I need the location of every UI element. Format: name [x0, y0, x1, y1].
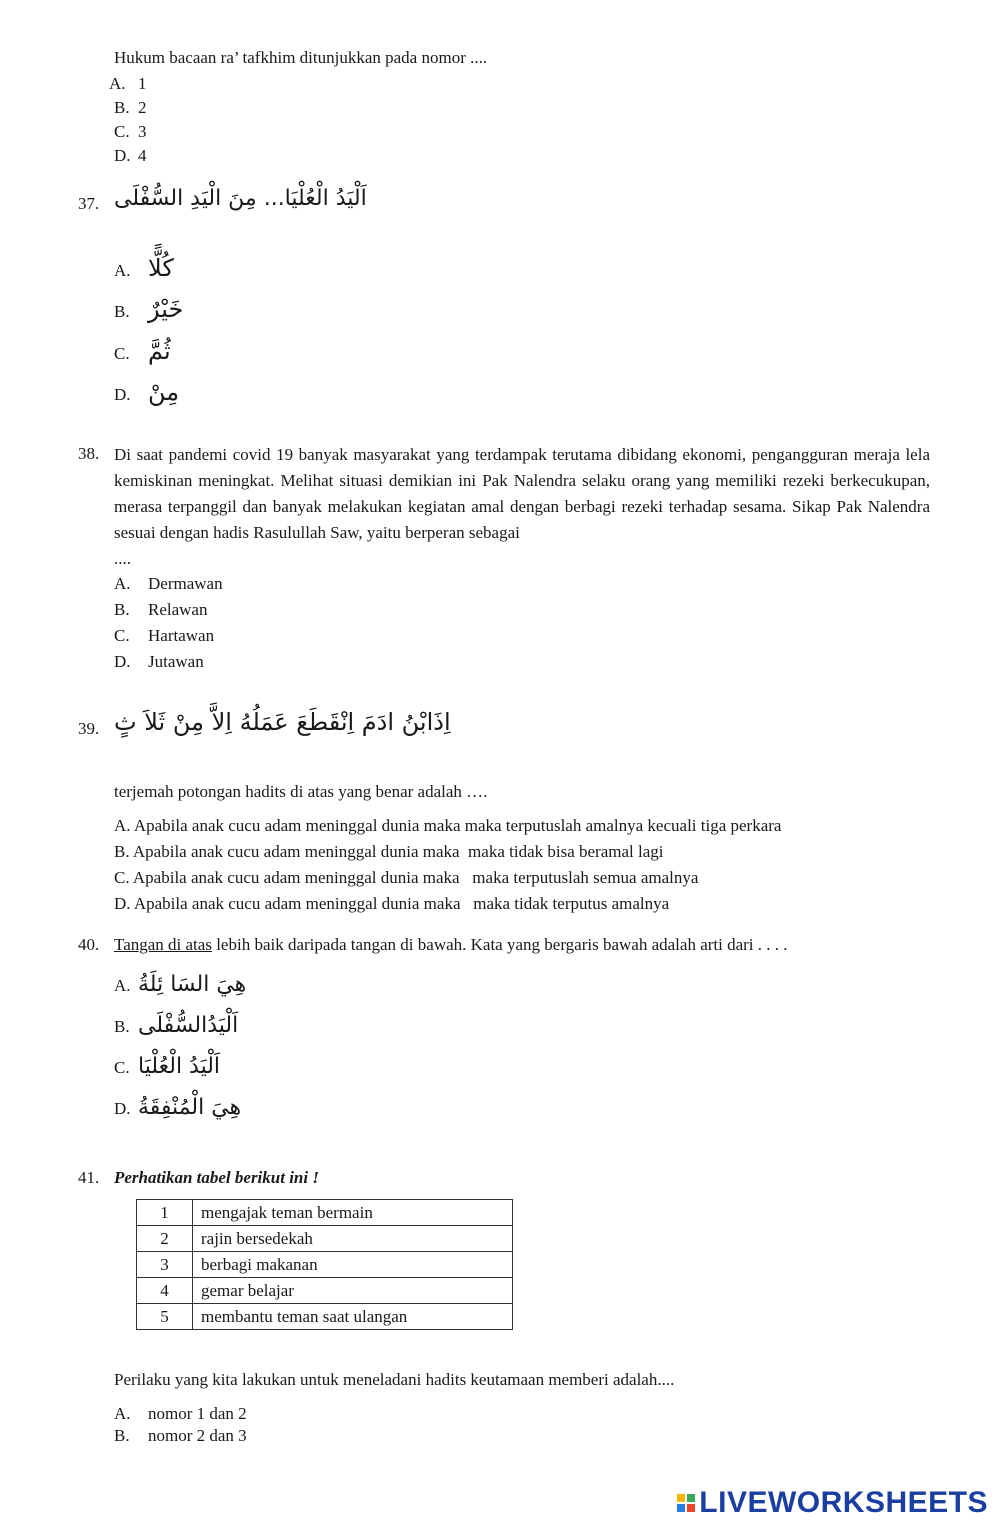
option-text: ثُمَّ [148, 337, 171, 365]
liveworksheets-logo[interactable] [677, 1486, 988, 1520]
option-letter: D. [114, 894, 131, 913]
q37-option-a[interactable] [114, 254, 174, 282]
q40-rest: lebih baik daripada tangan di bawah. Kata yang bergaris bawah adalah arti dari . . . . [211, 935, 788, 954]
q41-option-a[interactable] [114, 1404, 247, 1424]
option-text: 2 [138, 98, 147, 117]
q39-prompt: terjemah potongan hadits di atas yang benar adalah …. [114, 782, 488, 801]
option-text: هِيَ الْمُنْفِقَةُ [138, 1095, 242, 1120]
option-letter: C. [114, 868, 130, 887]
option-letter: A. [114, 816, 131, 835]
q39-option-a[interactable] [114, 816, 781, 836]
option-text: 1 [138, 74, 147, 93]
option-letter: D. [114, 385, 131, 404]
table-row [137, 1226, 513, 1252]
table-cell-text: membantu teman saat ulangan [193, 1304, 513, 1330]
q39-number: 39. [78, 719, 100, 738]
q37-option-d[interactable] [114, 378, 179, 406]
option-letter: A. [114, 261, 131, 280]
option-letter: A. [114, 976, 131, 995]
option-letter: A. [109, 74, 126, 93]
q39-option-b[interactable] [114, 842, 663, 862]
q37-number: 37. [78, 194, 100, 213]
q38-option-d[interactable] [114, 652, 204, 672]
option-letter: B. [114, 302, 130, 321]
q37-arabic: اَلْيَدُ الْعُلْيَا... مِنَ الْيَدِ السُّفْلَى [114, 186, 367, 211]
option-text: كُلًّا [148, 254, 174, 282]
q40-number: 40. [78, 935, 100, 954]
q41-number: 41. [78, 1168, 100, 1187]
table-row [137, 1200, 513, 1226]
option-letter: B. [114, 842, 130, 861]
option-text: Relawan [148, 600, 208, 619]
option-text: Hartawan [148, 626, 215, 645]
option-text: خَيْرٌ [148, 295, 184, 323]
table-cell-number: 2 [137, 1226, 193, 1252]
q38-paragraph: Di saat pandemi covid 19 banyak masyarakat yang terdampak terutama dibidang ekonomi, pengangguran meraja lela kemiskinan meningkat. Melihat situasi demikian ini Pak Nalendra selaku orang yang memiliki rezeki berkecukupan, merasa terpanggil dan banyak melakukan kegiatan amal dengan berbagi rezeki terhadap sesama. Sikap Pak Nalendra sesuai dengan hadis Rasulullah Saw, yaitu berperan sebagai [114, 445, 930, 542]
option-letter: A. [114, 574, 131, 593]
option-letter: A. [114, 1404, 131, 1423]
q38-number: 38. [78, 444, 100, 463]
option-text: 4 [138, 146, 147, 165]
option-letter: D. [114, 1099, 131, 1118]
table-cell-number: 5 [137, 1304, 193, 1330]
q36-option-a[interactable] [109, 74, 147, 94]
option-letter: D. [114, 146, 131, 165]
q37-option-b[interactable] [114, 295, 183, 323]
q38-text [114, 442, 930, 572]
table-cell-number: 3 [137, 1252, 193, 1278]
q41-prompt: Perilaku yang kita lakukan untuk meneladani hadits keutamaan memberi adalah.... [114, 1370, 675, 1389]
option-text: اَلْيَدُالسُّفْلَى [138, 1013, 239, 1038]
table-cell-text: berbagi makanan [193, 1252, 513, 1278]
option-text: مِنْ [148, 378, 180, 406]
option-letter: B. [114, 1017, 130, 1036]
table-cell-number: 4 [137, 1278, 193, 1304]
q38-option-b[interactable] [114, 600, 207, 620]
liveworksheets-logo-icon [677, 1494, 695, 1512]
option-letter: C. [114, 1058, 130, 1077]
option-letter: B. [114, 600, 130, 619]
q41-option-b[interactable] [114, 1426, 247, 1446]
logo-square-icon [677, 1504, 685, 1512]
option-text: nomor 2 dan 3 [148, 1426, 247, 1445]
q36-option-c[interactable] [114, 122, 147, 142]
option-text: هِيَ السَا ئِلَةُ [138, 972, 247, 997]
logo-text: LIVEWORKSHEETS [699, 1486, 988, 1519]
q40-option-a[interactable] [114, 972, 246, 997]
q37-option-c[interactable] [114, 337, 171, 365]
q40-option-c[interactable] [114, 1054, 220, 1079]
table-cell-text: rajin bersedekah [193, 1226, 513, 1252]
table-row [137, 1252, 513, 1278]
option-letter: C. [114, 626, 130, 645]
option-letter: B. [114, 98, 130, 117]
option-text: Jutawan [148, 652, 204, 671]
table-cell-text: mengajak teman bermain [193, 1200, 513, 1226]
option-text: Apabila anak cucu adam meninggal dunia maka maka terputuslah amalnya kecuali tiga perkara [133, 816, 782, 835]
logo-square-icon [677, 1494, 685, 1502]
option-letter: C. [114, 122, 130, 141]
q36-prompt: Hukum bacaan ra’ tafkhim ditunjukkan pada nomor .... [114, 48, 488, 67]
q39-arabic: اِذَابْنُ ادَمَ اِنْقَطَعَ عَمَلُهُ اِلاَّ مِنْ ثَلاَ ثٍ [114, 708, 451, 736]
table-cell-number: 1 [137, 1200, 193, 1226]
logo-square-icon [687, 1494, 695, 1502]
logo-square-icon [687, 1504, 695, 1512]
q39-option-c[interactable] [114, 868, 698, 888]
q40-option-d[interactable] [114, 1095, 241, 1120]
option-text: اَلْيَدُ الْعُلْيَا [138, 1054, 221, 1079]
option-text: Dermawan [148, 574, 223, 593]
option-letter: D. [114, 652, 131, 671]
q38-option-c[interactable] [114, 626, 214, 646]
option-letter: C. [114, 344, 130, 363]
q38-option-a[interactable] [114, 574, 223, 594]
q40-option-b[interactable] [114, 1013, 238, 1038]
table-cell-text: gemar belajar [193, 1278, 513, 1304]
q40-underlined: Tangan di atas [114, 935, 212, 954]
q41-table [136, 1199, 513, 1330]
table-row [137, 1304, 513, 1330]
option-text: 3 [138, 122, 147, 141]
q41-title: Perhatikan tabel berikut ini ! [114, 1168, 319, 1187]
q36-option-b[interactable] [114, 98, 147, 118]
q38-ellipsis: .... [114, 549, 131, 568]
option-text: nomor 1 dan 2 [148, 1404, 247, 1423]
option-text: Apabila anak cucu adam meninggal dunia maka maka tidak bisa beramal lagi [132, 842, 664, 861]
option-text: Apabila anak cucu adam meninggal dunia maka maka tidak terputus amalnya [133, 894, 670, 913]
table-row [137, 1278, 513, 1304]
q36-option-d[interactable] [114, 146, 147, 166]
q39-option-d[interactable] [114, 894, 669, 914]
option-letter: B. [114, 1426, 130, 1445]
option-text: Apabila anak cucu adam meninggal dunia maka maka terputuslah semua amalnya [132, 868, 699, 887]
q40-prompt [114, 935, 788, 955]
